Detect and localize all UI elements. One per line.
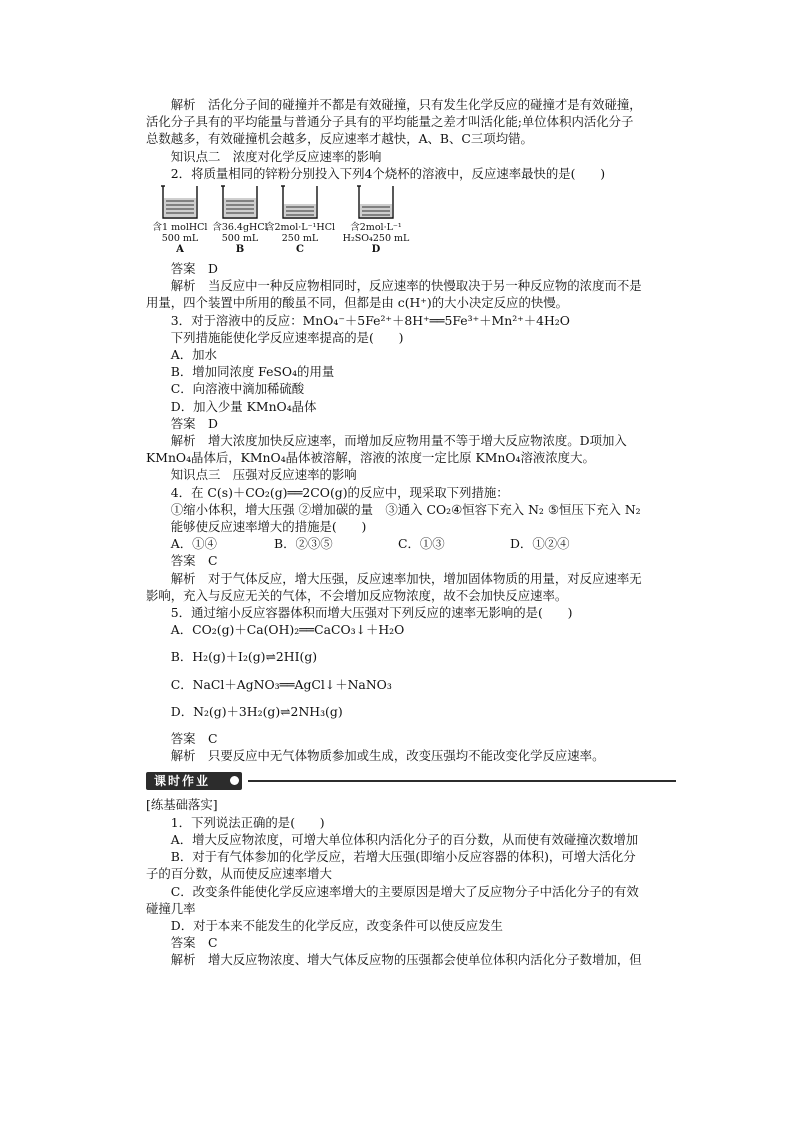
explanation-text: 解析 增大反应物浓度、增大气体反应物的压强都会使单位体积内活化分子数增加，但 [170, 952, 642, 968]
explanation-text: 解析 增大浓度加快反应速率，而增加反应物用量不等于增大反应物浓度。D项加入 [170, 433, 627, 449]
explanation-text: 解析 对于气体反应，增大压强，反应速率加快，增加固体物质的用量，对反应速率无 [170, 570, 642, 586]
option-c-cont: 碰撞几率 [146, 900, 196, 916]
beaker-option-letter: C [296, 244, 304, 256]
option-c: C．NaCl＋AgNO₃══AgCl↓＋NaNO₃ [170, 676, 392, 692]
option-d: D．加入少量 KMnO₄晶体 [170, 398, 317, 414]
beaker-label-line1: 含36.4gHCl [212, 222, 268, 234]
beaker-icon [220, 184, 260, 220]
option-a: A．增大反应物浓度，可增大单位体积内活化分子的百分数，从而使有效碰撞次数增加 [170, 831, 639, 847]
beaker-label-line1: 含1 molHCl [152, 222, 208, 234]
section-banner [146, 770, 676, 792]
answer-text: 答案 D [170, 415, 218, 431]
beaker-option-letter: D [371, 244, 381, 256]
question-measures: ①缩小体积，增大压强 ②增加碳的量 ③通入 CO₂④恒容下充入 N₂ ⑤恒压下充入 N₂ [170, 501, 641, 517]
option-c: C．改变条件能使化学反应速率增大的主要原因是增大了反应物分子中活化分子的有效 [170, 883, 639, 899]
question-ask: 下列措施能使化学反应速率提高的是( ) [170, 329, 404, 345]
option-d: D．对于本来不能发生的化学反应，改变条件可以使反应发生 [170, 917, 503, 933]
option-b: B．对于有气体参加的化学反应，若增大压强(即缩小反应容器的体积)，可增大活化分 [170, 849, 636, 865]
beaker-d [340, 184, 412, 255]
beaker-b [208, 184, 272, 255]
banner-label: 课时作业 [146, 772, 242, 790]
beaker-label-line2: 250 mL [281, 233, 319, 245]
explanation-text: 解析 当反应中一种反应物相同时，反应速率的快慢取决于另一种反应物的浓度而不是 [170, 278, 642, 294]
option-a: A．CO₂(g)＋Ca(OH)₂══CaCO₃↓＋H₂O [170, 622, 405, 638]
question-stem: 4．在 C(s)＋CO₂(g)══2CO(g)的反应中，现采取下列措施： [170, 484, 509, 500]
answer-text: 答案 D [170, 261, 218, 277]
option-c: C．向溶液中滴加稀硫酸 [170, 381, 305, 397]
knowledge-point-heading: 知识点二 浓度对化学反应速率的影响 [170, 148, 382, 164]
beaker-a [148, 184, 212, 255]
option-b: B．H₂(g)＋I₂(g)⇌2HI(g) [170, 649, 318, 665]
answer-text: 答案 C [170, 553, 218, 569]
question-stem: 3．对于溶液中的反应：MnO₄⁻＋5Fe²⁺＋8H⁺══5Fe³⁺＋Mn²⁺＋4H₂O [170, 312, 570, 328]
option-c: C．①③ [398, 536, 445, 552]
beaker-label-line2: 500 mL [221, 233, 259, 245]
answer-text: 答案 C [170, 935, 218, 951]
question-stem: 1．下列说法正确的是( ) [170, 814, 325, 830]
beaker-icon [160, 184, 200, 220]
document-content [146, 96, 676, 969]
beaker-icon [356, 184, 396, 220]
question-stem: 5．通过缩小反应容器体积而增大压强对下列反应的速率无影响的是( ) [170, 605, 573, 621]
section-heading: [练基础落实] [146, 797, 218, 813]
explanation-text: 活化分子具有的平均能量与普通分子具有的平均能量之差才叫活化能;单位体积内活化分子 [146, 114, 634, 130]
option-b-cont: 子的百分数，从而使反应速率增大 [146, 866, 332, 882]
option-b: B．②③⑤ [274, 536, 333, 552]
option-d: D．N₂(g)＋3H₂(g)⇌2NH₃(g) [170, 703, 343, 719]
explanation-text: 解析 活化分子间的碰撞并不都是有效碰撞，只有发生化学反应的碰撞才是有效碰撞， [170, 97, 642, 112]
beaker-label-line2: 500 mL [161, 233, 199, 245]
question-ask: 能够使反应速率增大的措施是( ) [170, 519, 367, 535]
explanation-text: 总数越多，有效碰撞机会越多，反应速率才越快，A、B、C三项均错。 [146, 131, 533, 147]
answer-text: 答案 C [170, 731, 218, 747]
beaker-icon [280, 184, 320, 220]
option-d: D．①②④ [510, 536, 570, 552]
explanation-text: 影响，充入与反应无关的气体，不会增加反应物浓度，故不会加快反应速率。 [146, 587, 568, 603]
option-a: A．①④ [170, 536, 217, 552]
beaker-label-line1: 含2mol·L⁻¹HCl [264, 222, 336, 234]
knowledge-point-heading: 知识点三 压强对反应速率的影响 [170, 467, 357, 483]
beaker-option-letter: A [176, 244, 184, 256]
explanation-text: 解析 只要反应中无气体物质参加或生成，改变压强均不能改变化学反应速率。 [170, 748, 605, 764]
beaker-option-letter: B [235, 244, 245, 256]
question-stem: 2．将质量相同的锌粉分别投入下列4个烧杯的溶液中，反应速率最快的是( ) [170, 165, 606, 181]
beaker-label-line1: 含2mol·L⁻¹ [350, 222, 402, 234]
explanation-text: 用量，四个装置中所用的酸虽不同，但都是由 c(H⁺)的大小决定反应的快慢。 [146, 295, 569, 311]
banner-rule [248, 780, 676, 782]
beaker-c [264, 184, 336, 255]
option-b: B．增加同浓度 FeSO₄的用量 [170, 364, 335, 380]
options-row [146, 535, 676, 552]
explanation-text: KMnO₄晶体后，KMnO₄晶体被溶解，溶液的浓度一定比原 KMnO₄溶液浓度大。 [146, 450, 595, 466]
beaker-figure [146, 184, 676, 258]
beaker-label-line2: H₂SO₄250 mL [342, 233, 410, 245]
option-a: A．加水 [170, 347, 217, 363]
